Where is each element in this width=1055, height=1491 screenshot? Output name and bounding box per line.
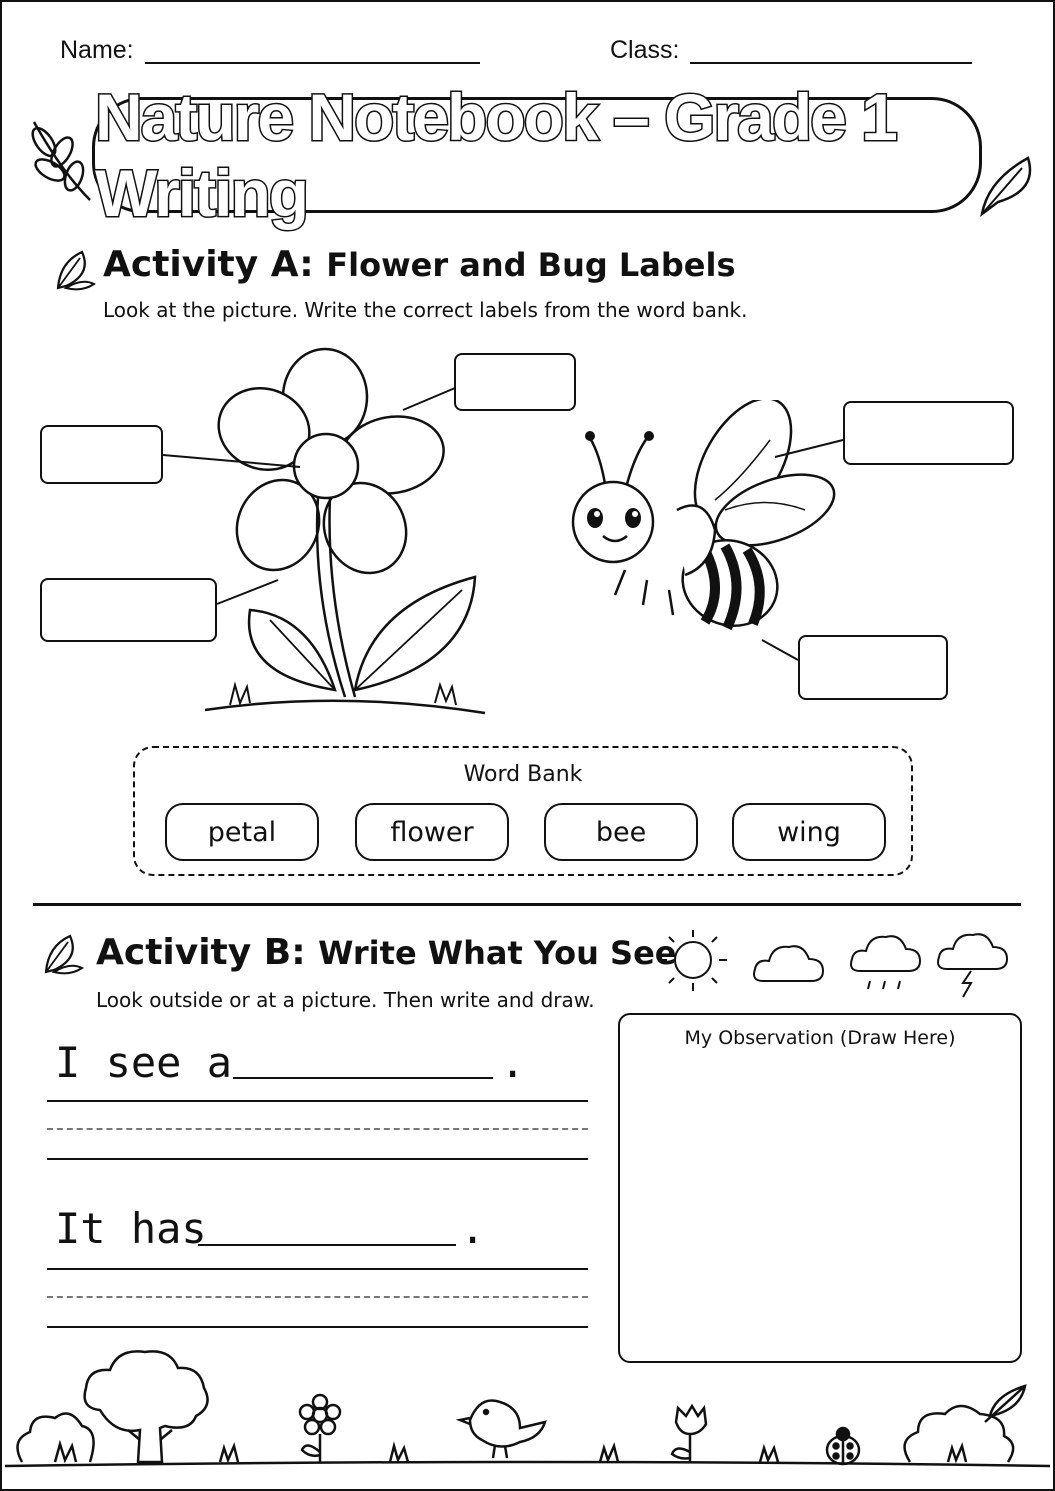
weather-icons xyxy=(655,925,1015,1000)
writing-line[interactable] xyxy=(47,1158,588,1160)
word-chip[interactable]: bee xyxy=(544,803,698,861)
leaf-icon xyxy=(985,1386,1025,1422)
label-box-bee-wing[interactable] xyxy=(843,401,1014,465)
label-box-flower-stem[interactable] xyxy=(40,578,217,642)
bird-icon xyxy=(460,1400,545,1458)
activity-b-title xyxy=(96,932,676,973)
flower-icon xyxy=(300,1395,340,1462)
word-bank xyxy=(133,746,913,876)
class-label: Class: xyxy=(610,36,680,64)
activity-a-instructions: Look at the picture. Write the correct labels from the word bank. xyxy=(103,298,748,322)
activity-b-prefix: Activity B: xyxy=(96,932,306,973)
sentence-1-prompt: I see a xyxy=(55,1038,233,1087)
word-bank-title: Word Bank xyxy=(463,762,583,787)
writing-line[interactable] xyxy=(47,1100,588,1102)
activity-a-prefix: Activity A: xyxy=(103,244,314,285)
sentence-2-period: . xyxy=(460,1204,486,1253)
activity-b-subtitle: Write What You See xyxy=(318,934,677,972)
sentence-2-blank[interactable] xyxy=(198,1244,456,1246)
label-box-flower-top[interactable] xyxy=(454,353,576,411)
writing-line[interactable] xyxy=(47,1326,588,1328)
writing-guide-line xyxy=(47,1128,588,1130)
nature-border xyxy=(0,1340,1055,1480)
bush-icon xyxy=(18,1414,94,1463)
writing-guide-line xyxy=(47,1296,588,1298)
activity-b-instructions: Look outside or at a picture. Then write and draw. xyxy=(96,988,595,1012)
writing-line[interactable] xyxy=(47,1268,588,1270)
tulip-icon xyxy=(672,1406,706,1462)
label-box-flower-left[interactable] xyxy=(40,425,163,484)
activity-a-subtitle: Flower and Bug Labels xyxy=(326,246,736,284)
name-label: Name: xyxy=(60,36,134,64)
observation-title: My Observation (Draw Here) xyxy=(684,1027,956,1049)
observation-drawing-box[interactable] xyxy=(618,1013,1022,1363)
rain-cloud-icon xyxy=(851,936,920,989)
word-chip[interactable]: wing xyxy=(732,803,886,861)
sentence-1-blank[interactable] xyxy=(233,1077,493,1079)
cloud-icon xyxy=(754,946,823,981)
label-box-bee-body[interactable] xyxy=(798,635,948,700)
storm-cloud-icon xyxy=(938,934,1007,997)
page-title: Nature Notebook – Grade 1 Writing xyxy=(95,80,896,230)
section-divider xyxy=(33,903,1021,906)
sun-icon xyxy=(659,930,727,991)
sentence-2-prompt: It has xyxy=(55,1204,207,1253)
sentence-1-period: . xyxy=(500,1038,526,1087)
leaf-icon xyxy=(40,932,84,976)
word-chip[interactable]: petal xyxy=(165,803,319,861)
ladybug-icon xyxy=(827,1428,859,1464)
word-chip[interactable]: flower xyxy=(355,803,509,861)
tree-icon xyxy=(85,1351,208,1462)
